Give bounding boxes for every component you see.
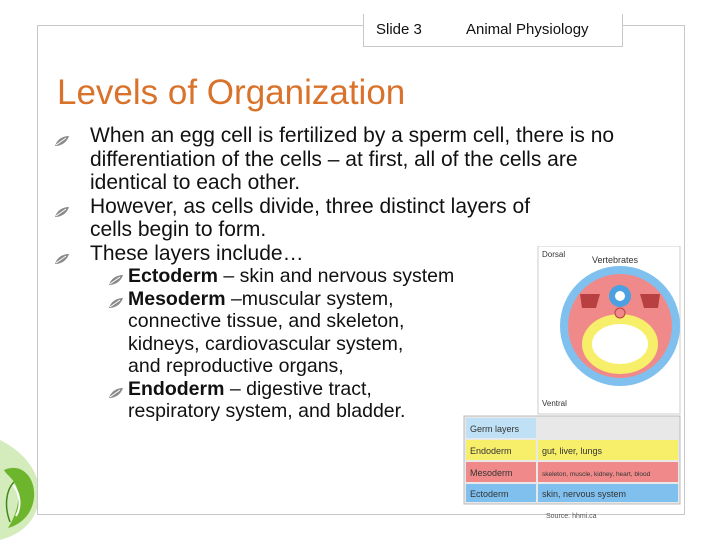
table-row-mesoderm-organs: skeleton, muscle, kidney, heart, blood (542, 471, 651, 478)
germ-layer-table (464, 416, 680, 504)
mesoderm-term: Mesoderm (128, 287, 226, 310)
dorsal-label: Dorsal (542, 250, 566, 259)
leaf-bullet-icon (108, 269, 124, 281)
sub-bullet-list (112, 265, 458, 423)
endoderm-term: Endoderm (128, 377, 225, 400)
table-header-germ-layers: Germ layers (470, 424, 520, 434)
bullet-2-text: However, as cells divide, three distinct layers of cells begin to form. (90, 194, 531, 241)
slide-topic: Animal Physiology (466, 21, 589, 38)
bullet-1-text: When an egg cell is fertilized by a sperm cell, there is no differentiation of the cells – at first, all of the cells are identical to each other. (90, 124, 615, 194)
ectoderm-term: Ectoderm (128, 265, 218, 287)
figure-source: Source: hhmi.ca (546, 513, 597, 520)
endoderm-desc: – digestive tract, respiratory system, and bladder. (128, 377, 406, 422)
sub-bullet-endoderm (112, 378, 428, 423)
leaf-bullet-icon (54, 247, 70, 259)
leaf-bullet-icon (108, 292, 124, 304)
bullet-2 (60, 195, 660, 242)
bullet-1 (60, 124, 660, 195)
ventral-label: Ventral (542, 399, 567, 408)
vertebrates-label: Vertebrates (592, 255, 639, 265)
table-row-mesoderm-layer: Mesoderm (470, 468, 513, 478)
ectoderm-desc: – skin and nervous system (217, 265, 455, 287)
slide-number: Slide 3 (376, 21, 422, 38)
mesoderm-desc: –muscular system, connective tissue, and skeleton, kidneys, cardiovascular system, and reproductive organs, (128, 287, 405, 377)
sub-bullet-mesoderm (112, 288, 428, 378)
table-row-ectoderm-organs: skin, nervous system (542, 489, 627, 499)
slide-title: Levels of Organization (57, 73, 406, 112)
leaf-bullet-icon (108, 382, 124, 394)
table-row-ectoderm-layer: Ectoderm (470, 489, 509, 499)
germ-layer-figure (462, 246, 682, 520)
leaf-bullet-icon (54, 200, 70, 212)
bullet-3-text: These layers include… (90, 241, 304, 265)
leaf-bullet-icon (54, 129, 70, 141)
table-row-endoderm-layer: Endoderm (470, 446, 512, 456)
table-row-endoderm-organs: gut, liver, lungs (542, 446, 603, 456)
